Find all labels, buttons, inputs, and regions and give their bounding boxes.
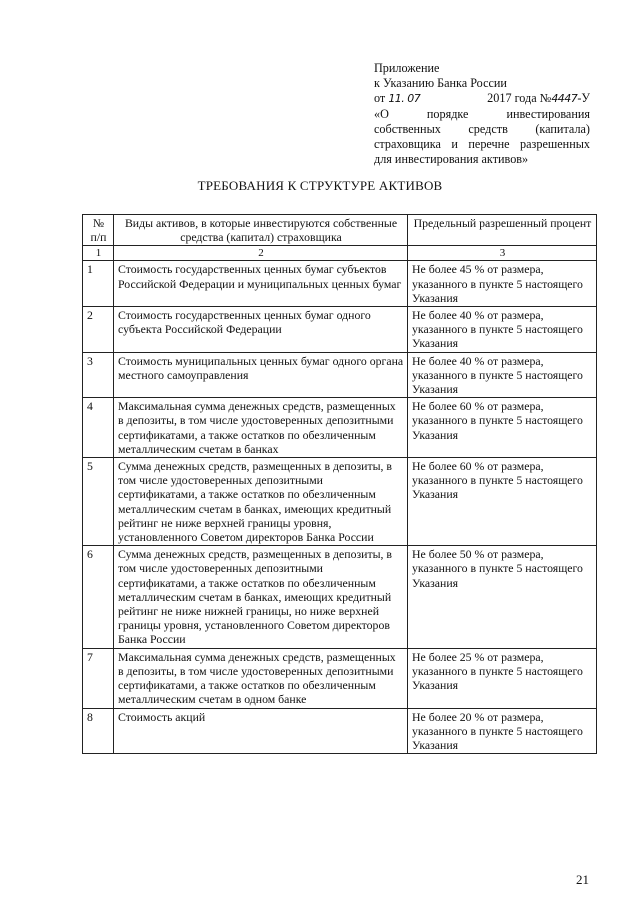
row-limit: Не более 25 % от размера, указанного в пункте 5 настоящего Указания xyxy=(408,648,597,708)
row-number: 7 xyxy=(83,648,114,708)
document-title: ТРЕБОВАНИЯ К СТРУКТУРЕ АКТИВОВ xyxy=(197,178,443,193)
row-asset: Стоимость акций xyxy=(114,708,408,754)
row-asset: Сумма денежных средств, размещенных в депозиты, в том числе удостоверенных депозитными сертификатами, а также остатков по обезличенным металлическим счетам в банках, имеющих кредитный рейтинг не ниже верхней границы уровня, установленного Советом директоров Банка России xyxy=(114,458,408,546)
requirements-table xyxy=(82,214,597,754)
row-asset: Максимальная сумма денежных средств, размещенных в депозиты, в том числе удостоверенных депозитными сертификатами, а также остатков по обезличенным металлическим счетам в банках xyxy=(114,398,408,458)
row-asset: Сумма денежных средств, размещенных в депозиты, в том числе удостоверенных депозитными сертификатами, а также остатков по обезличенным металлическим счетам в банках, имеющих кредитный рейтинг не ниже нижней границы, но ниже верхней границы уровня, установленного Советом директоров Банка России xyxy=(114,546,408,648)
table-row xyxy=(83,261,597,307)
index-cell: 2 xyxy=(114,246,408,261)
handwritten-date: 11. 07 xyxy=(388,92,421,106)
row-limit: Не более 40 % от размера, указанного в пункте 5 настоящего Указания xyxy=(408,352,597,398)
appendix-line: собственных средств (капитала) xyxy=(374,121,590,136)
page-number: 21 xyxy=(576,872,589,887)
row-number: 4 xyxy=(83,398,114,458)
table-row xyxy=(83,352,597,398)
row-limit: Не более 60 % от размера, указанного в пункте 5 настоящего Указания xyxy=(408,398,597,458)
table-index-row xyxy=(83,246,597,261)
row-limit: Не более 50 % от размера, указанного в пункте 5 настоящего Указания xyxy=(408,546,597,648)
row-number: 3 xyxy=(83,352,114,398)
header-limit: Предельный разрешенный процент xyxy=(408,215,597,246)
appendix-date-line xyxy=(374,91,590,106)
row-asset: Максимальная сумма денежных средств, размещенных в депозиты, в том числе удостоверенных депозитными сертификатами, а также остатков по обезличенным металлическим счетам в одном банке xyxy=(114,648,408,708)
row-number: 6 xyxy=(83,546,114,648)
table-row xyxy=(83,458,597,546)
row-number: 8 xyxy=(83,708,114,754)
appendix-line: от xyxy=(374,91,386,106)
row-asset: Стоимость государственных ценных бумаг субъектов Российской Федерации и муниципальных ценных бумаг xyxy=(114,261,408,307)
handwritten-number: 4447 xyxy=(551,92,578,106)
row-limit: Не более 45 % от размера, указанного в пункте 5 настоящего Указания xyxy=(408,261,597,307)
row-limit: Не более 20 % от размера, указанного в пункте 5 настоящего Указания xyxy=(408,708,597,754)
row-asset: Стоимость государственных ценных бумаг одного субъекта Российской Федерации xyxy=(114,307,408,353)
row-number: 5 xyxy=(83,458,114,546)
appendix-line: к Указанию Банка России xyxy=(374,76,507,91)
index-cell: 1 xyxy=(83,246,114,261)
row-number: 2 xyxy=(83,307,114,353)
row-asset: Стоимость муниципальных ценных бумаг одного органа местного самоуправления xyxy=(114,352,408,398)
index-cell: 3 xyxy=(408,246,597,261)
table-row xyxy=(83,398,597,458)
table-row xyxy=(83,546,597,648)
table-row xyxy=(83,648,597,708)
appendix-line: для инвестирования активов» xyxy=(374,152,529,167)
appendix-block xyxy=(374,61,590,167)
row-limit: Не более 40 % от размера, указанного в пункте 5 настоящего Указания xyxy=(408,307,597,353)
year-text: 2017 года № xyxy=(487,91,552,106)
table-row xyxy=(83,307,597,353)
row-limit: Не более 60 % от размера, указанного в пункте 5 настоящего Указания xyxy=(408,458,597,546)
number-suffix: -У xyxy=(577,91,590,106)
header-asset-type: Виды активов, в которые инвестируются собственные средства (капитал) страховщика xyxy=(114,215,408,246)
row-number: 1 xyxy=(83,261,114,307)
table-row xyxy=(83,708,597,754)
appendix-line: страховщика и перечне разрешенных xyxy=(374,137,590,152)
table-header-row xyxy=(83,215,597,246)
appendix-line: «О порядке инвестирования xyxy=(374,106,590,121)
appendix-line: Приложение xyxy=(374,61,440,75)
header-number: № п/п xyxy=(83,215,114,246)
